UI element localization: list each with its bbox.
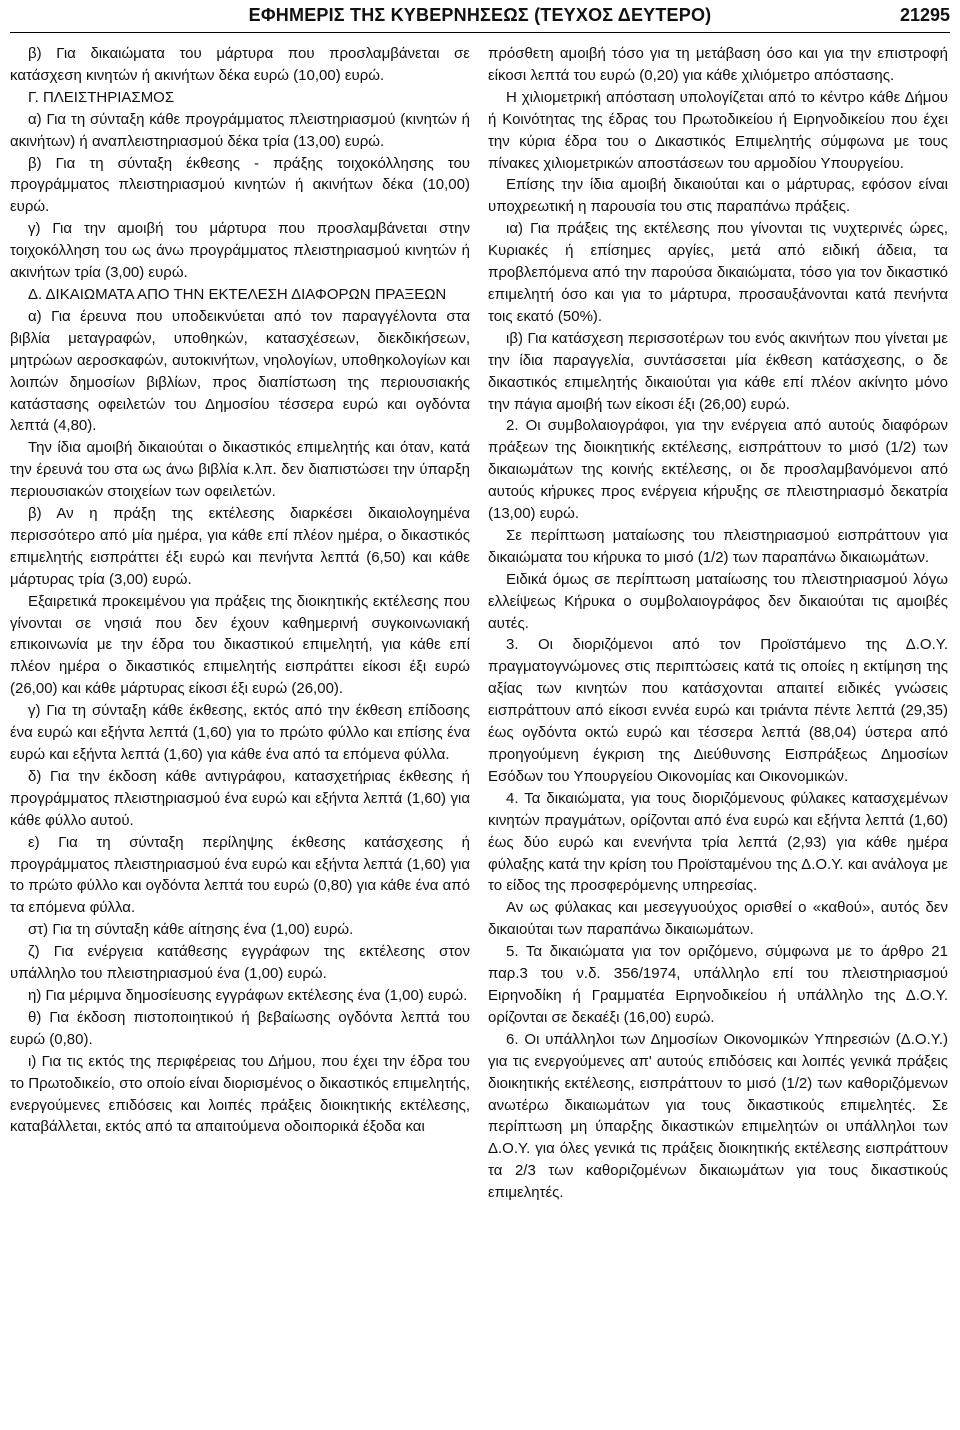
paragraph: 5. Τα δικαιώματα για τον οριζόμενο, σύμφωνα με το άρθρο 21 παρ.3 του ν.δ. 356/1974, υπάλληλο επί του πλειστηριασμού Ειρηνοδίκη ή Γραμματέα Ειρηνοδικείου ή υπάλληλο της Δ.Ο.Υ. ορίζονται σε δεκαέξι (16,00) ευρώ. bbox=[488, 943, 948, 1026]
paragraph: γ) Για την αμοιβή του μάρτυρα που προσλαμβάνεται στην τοιχοκόλληση του ως άνω προγράμματος πλειστηριασμού κινητών ή ακινήτων τρία (3,00) ευρώ. bbox=[10, 220, 470, 282]
page-header bbox=[10, 0, 950, 33]
paragraph: ια) Για πράξεις της εκτέλεσης που γίνονται τις νυχτερινές ώρες, Κυριακές ή επίσημες αργίες, μετά από ειδική άδεια, τα προβλεπόμενα από την παρούσα δικαιώματα, τόσο για τον δικαστικό επιμελητή όσο και για το μάρτυρα, προσαυξάνονται κατά πενήντα τοις εκατό (50%). bbox=[488, 220, 948, 325]
paragraph: 3. Οι διοριζόμενοι από τον Προϊστάμενο της Δ.Ο.Υ. πραγματογνώμονες στις περιπτώσεις κατά τις οποίες η εκτίμηση της αξίας των κινητών που κατάσχονται απαιτεί ειδικές γνώσεις εισπράττουν από είκοσι εννέα ευρώ και τριάντα πέντε λεπτά (29,35) έως ογδόντα οκτώ ευρώ και τέσσερα λεπτά (88,04) ύστερα από προηγούμενη έγκριση της Διεύθυνσης Εισπράξεως Δημοσίων Εσόδων του Υπουργείου Οικονομίας και Οικονομικών. bbox=[488, 636, 948, 785]
paragraph: ιβ) Για κατάσχεση περισσοτέρων του ενός ακινήτων που γίνεται με την ίδια παραγγελία, συντάσσεται μία έκθεση κατάσχεσης, ο δε δικαστικός επιμελητής δικαιούται για κάθε επί πλέον ακίνητο μόνο την πάγια αμοιβή των είκοσι έξι (26,00) ευρώ. bbox=[488, 329, 948, 413]
paragraph: 4. Τα δικαιώματα, για τους διοριζόμενους φύλακες κατασχεμένων κινητών πραγμάτων, ορίζονται από ένα ευρώ και εξήντα λεπτά (1,60) έως δύο ευρώ και ενενήντα τρία λεπτά (2,93) για κάθε ημέρα φύλαξης κατά την κρίση του Προϊσταμένου της Δ.Ο.Υ. και ανάλογα με το είδος της προσφερόμενης υπηρεσίας. bbox=[488, 789, 948, 895]
paragraph: 2. Οι συμβολαιογράφοι, για την ενέργεια από αυτούς διαφόρων πράξεων της διοικητικής εκτέλεσης, εισπράττουν το μισό (1/2) των δικαιωμάτων της κοινής εκτέλεσης, οι δε προσλαμβανόμενοι από αυτούς κήρυκες προς ενέργεια κήρυξης σε πλειστηριασμό δεκατρία (13,00) ευρώ. bbox=[488, 417, 948, 523]
paragraph: Γ. ΠΛΕΙΣΤΗΡΙΑΣΜΟΣ bbox=[28, 88, 175, 106]
paragraph: πρόσθετη αμοιβή τόσο για τη μετάβαση όσο και για την επιστροφή είκοσι λεπτά του ευρώ (0,20) για κάθε χιλιόμετρο απόστασης. bbox=[488, 45, 948, 84]
paragraph: α) Για τη σύνταξη κάθε προγράμματος πλειστηριασμού (κινητών ή ακινήτων) ή αναπλειστηριασμού δέκα τρία (13,00) ευρώ. bbox=[10, 110, 470, 150]
paragraph: Η χιλιομετρική απόσταση υπολογίζεται από το κέντρο κάθε Δήμου ή Κοινότητας της έδρας του Πρωτοδικείου ή Ειρηνοδικείου που έχει την κύρια έδρα του ο Δικαστικός Επιμελητής σύμφωνα με τους πίνακες χιλιομετρικών αποστάσεων του αρμοδίου Υπουργείου. bbox=[488, 88, 948, 172]
right-column bbox=[488, 43, 948, 1204]
paragraph: α) Για έρευνα που υποδεικνύεται από τον παραγγέλοντα στα βιβλία μεταγραφών, υποθηκών, κατασχέσεων, διεκδικήσεων, μητρώων αεροσκαφών, αυτοκινήτων, νηολογίων, υποθηκολογίων και λοιπών δημοσίων βιβλίων, προς διαπίστωση της περιουσιακής κατάστασης οφειλετών του Δημοσίου τέσσερα ευρώ και ογδόντα λεπτά (4,80). bbox=[10, 307, 470, 435]
paragraph: δ) Για την έκδοση κάθε αντιγράφου, κατασχετήριας έκθεσης ή προγράμματος πλειστηριασμού ένα ευρώ και εξήντα λεπτά (1,60) για κάθε φύλλο αυτού. bbox=[10, 767, 470, 829]
paragraph: 6. Οι υπάλληλοι των Δημοσίων Οικονομικών Υπηρεσιών (Δ.Ο.Υ.) για τις ενεργούμενες απ' αυτούς επιδόσεις και λοιπές γενικά πράξεις διοικητικής εκτέλεσης, εισπράττουν το μισό (1/2) των καθοριζόμενων ανωτέρω δικαιωμάτων για τους δικαστικούς επιμελητές. Σε περίπτωση μη ύπαρξης δικαστικών επιμελητών οι υπάλληλοι των Δ.Ο.Υ. για όλες γενικά τις πράξεις διοικητικής εκτέλεσης εισπράττουν τα 2/3 των καθοριζομένων δικαιωμάτων για τους δικαστικούς επιμελητές. bbox=[488, 1030, 948, 1202]
page-number: 21295 bbox=[899, 5, 950, 25]
paragraph: Σε περίπτωση ματαίωσης του πλειστηριασμού εισπράττουν για δικαιώματα του κήρυκα το μισό (1/2) των παραπάνω δικαιωμάτων. bbox=[488, 526, 948, 566]
paragraph: ζ) Για ενέργεια κατάθεσης εγγράφων της εκτέλεσης στον υπάλληλο του πλειστηριασμού ένα (1,00) ευρώ. bbox=[10, 943, 470, 983]
paragraph: στ) Για τη σύνταξη κάθε αίτησης ένα (1,00) ευρώ. bbox=[28, 921, 354, 939]
paragraph: Αν ως φύλακας και μεσεγγυούχος ορισθεί ο «καθού», αυτός δεν δικαιούται των παραπάνω δικαιωμάτων. bbox=[488, 899, 948, 939]
left-column bbox=[10, 43, 470, 1138]
paragraph: β) Για δικαιώματα του μάρτυρα που προσλαμβάνεται σε κατάσχεση κινητών ή ακινήτων δέκα ευρώ (10,00) ευρώ. bbox=[10, 45, 470, 84]
paragraph: Επίσης την ίδια αμοιβή δικαιούται και ο μάρτυρας, εφόσον είναι υποχρεωτική η παρουσία του στις παραπάνω πράξεις. bbox=[488, 176, 948, 216]
paragraph: ε) Για τη σύνταξη περίληψης έκθεσης κατάσχεσης ή προγράμματος πλειστηριασμού ένα ευρώ και εξήντα λεπτά (1,60) για το πρώτο φύλλο και ογδόντα λεπτά του ευρώ (0,80) για κάθε ένα από τα επόμενα φύλλα. bbox=[10, 833, 470, 917]
paragraph: θ) Για έκδοση πιστοποιητικού ή βεβαίωσης ογδόντα λεπτά του ευρώ (0,80). bbox=[10, 1008, 470, 1048]
paragraph: Δ. ΔΙΚΑΙΩΜΑΤΑ ΑΠΟ ΤΗΝ ΕΚΤΕΛΕΣΗ ΔΙΑΦΟΡΩΝ ΠΡΑΞΕΩΝ bbox=[28, 285, 447, 303]
paragraph: β) Αν η πράξη της εκτέλεσης διαρκέσει δικαιολογημένα περισσότερο από μία ημέρα, για κάθε επί πλέον ημέρα, ο δικαστικός επιμελητής εισπράττει έξι ευρώ και πενήντα λεπτά (6,50) και κάθε μάρτυρας τρία (3,00) ευρώ. bbox=[10, 505, 470, 588]
paragraph: Ειδικά όμως σε περίπτωση ματαίωσης του πλειστηριασμού λόγω ελλείψεως Κήρυκα ο συμβολαιογράφος δεν δικαιούται τις αμοιβές αυτές. bbox=[488, 570, 948, 632]
paragraph: ι) Για τις εκτός της περιφέρειας του Δήμου, που έχει την έδρα του το Πρωτοδικείο, στο οποίο είναι διορισμένος ο δικαστικός επιμελητής, ενεργούμενες επιδόσεις και λοιπές πράξεις διοικητικής εκτέλεσης, καταβάλλεται, εκτός από τα απαιτούμενα οδοιπορικά έξοδα και bbox=[10, 1052, 470, 1136]
paragraph: β) Για τη σύνταξη έκθεσης - πράξης τοιχοκόλλησης του προγράμματος πλειστηριασμού κινητών ή ακινήτων δέκα (10,00) ευρώ. bbox=[10, 154, 470, 216]
gazette-title: ΕΦΗΜΕΡΙΣ ΤΗΣ ΚΥΒΕΡΝΗΣΕΩΣ (ΤΕΥΧΟΣ ΔΕΥΤΕΡΟ) bbox=[248, 5, 712, 25]
paragraph: Την ίδια αμοιβή δικαιούται ο δικαστικός επιμελητής και όταν, κατά την έρευνά του στα ως άνω βιβλία κ.λπ. δεν διαπιστώσει την ύπαρξη περιουσιακών στοιχείων των οφειλετών. bbox=[10, 439, 470, 501]
paragraph: η) Για μέριμνα δημοσίευσης εγγράφων εκτέλεσης ένα (1,00) ευρώ. bbox=[28, 986, 468, 1004]
paragraph: γ) Για τη σύνταξη κάθε έκθεσης, εκτός από την έκθεση επίδοσης ένα ευρώ και εξήντα λεπτά (1,60) για το πρώτο φύλλο και επίσης ένα ευρώ και εξήντα λεπτά (1,60) για κάθε ένα από τα επόμενα φύλλα. bbox=[10, 702, 470, 763]
paragraph: Εξαιρετικά προκειμένου για πράξεις της διοικητικής εκτέλεσης που γίνονται σε νησιά που δεν έχουν καθημερινή συγκοινωνιακή επικοινωνία με την έδρα του δικαστικού επιμελητή, για κάθε επί πλέον ημέρα ο δικαστικός επιμελητής εισπράττει είκοσι έξι ευρώ (26,00) και κάθε μάρτυρας είκοσι έξι ευρώ (26,00). bbox=[10, 592, 470, 698]
